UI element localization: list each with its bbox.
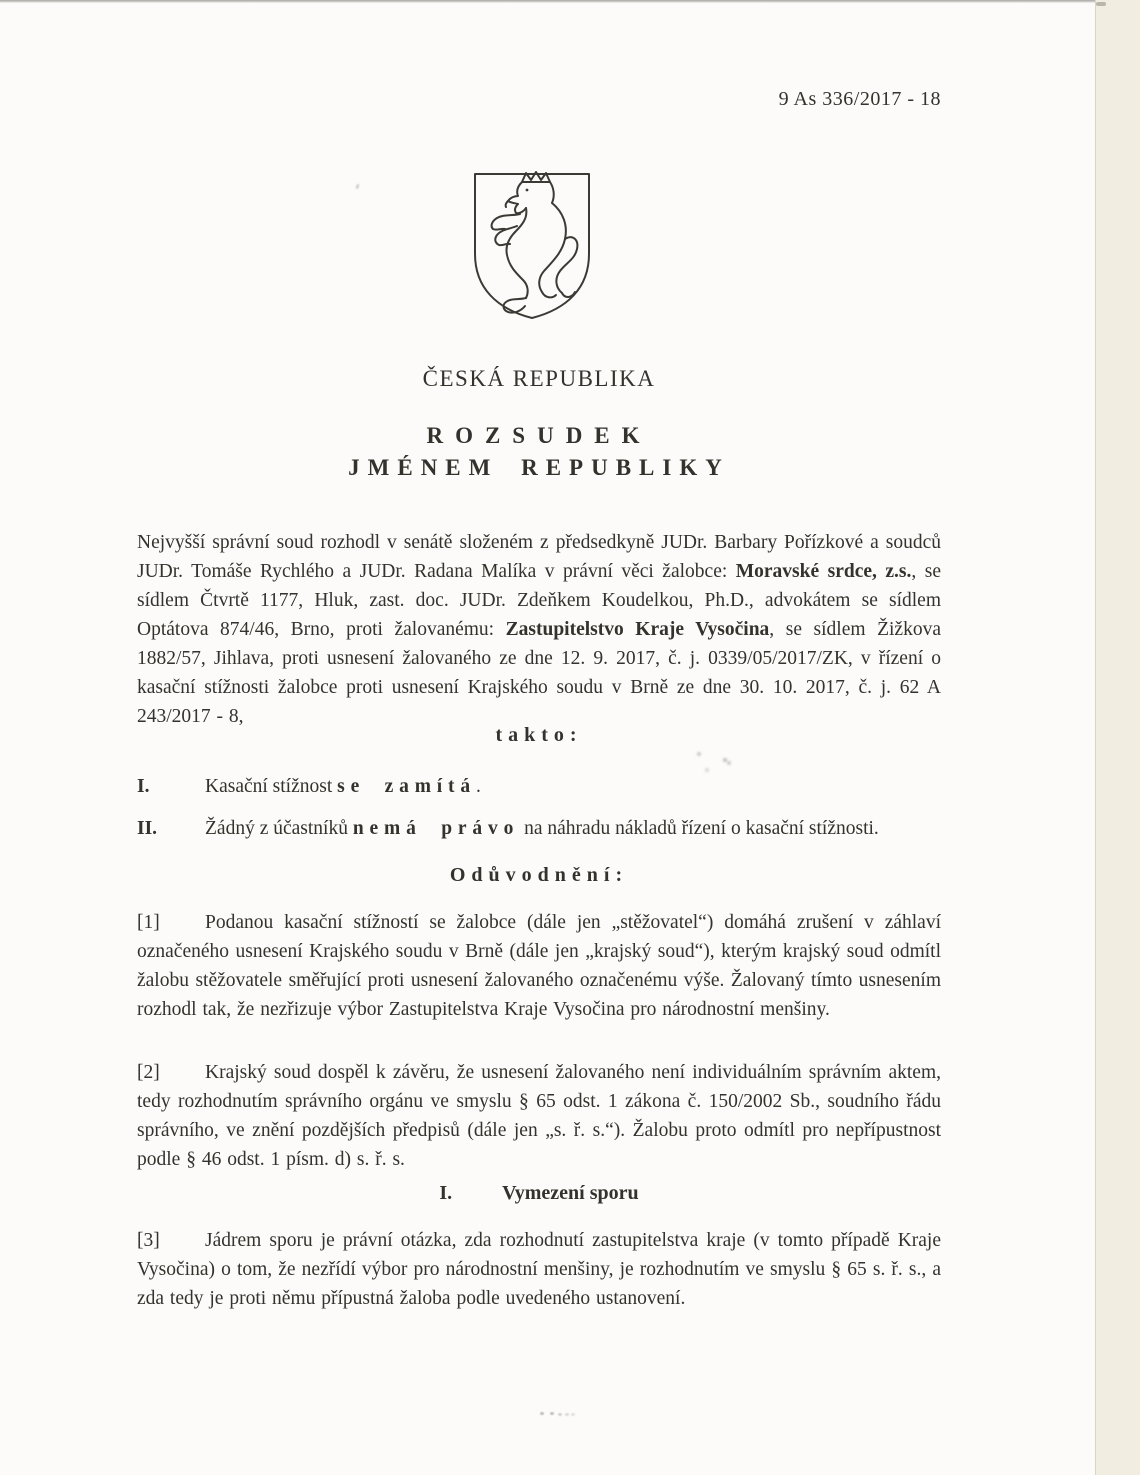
paragraph-1-number: [1] xyxy=(137,912,160,933)
scan-speck-artifact xyxy=(355,184,360,190)
verdict-item-1-number: I. xyxy=(137,776,150,797)
scanner-backing-strip xyxy=(1095,0,1140,1475)
scan-dots-artifact xyxy=(540,1412,544,1415)
reasoning-label: Odůvodnění: xyxy=(449,864,629,886)
intro-paragraph: Nejvyšší správní soud rozhodl v senátě složeném z předsedkyně JUDr. Barbary Pořízkové a soudců JUDr. Tomáše Rychlého a JUDr. Radana Malíka v právní věci žalobce: Moravské srdce, z.s., se sídlem Čtvrtě 1177, Hluk, zast. doc. JUDr. Zdeňkem Koudelkou, Ph.D., advokátem se sídlem Optátova 874/46, Brno, proti žalovanému: Zastupitelstvo Kraje Vysočina, se sídlem Žižkova 1882/57, Jihlava, proti usnesení žalovaného ze dne 12. 9. 2017, č. j. 0339/05/2017/ZK, v řízení o kasační stížnosti žalobce proti usnesení Krajského soudu v Brně ze dne 30. 10. 2017, č. j. 62 A 243/2017 - 8, xyxy=(137,532,941,727)
country-name: ČESKÁ REPUBLIKA xyxy=(422,366,656,391)
paragraph-3-number: [3] xyxy=(137,1230,160,1251)
scan-smudge-artifact xyxy=(697,752,701,756)
scan-corner-speck xyxy=(1096,2,1106,6)
reasoning-paragraph-3 xyxy=(137,1226,941,1313)
scan-top-edge xyxy=(0,0,1096,3)
paragraph-2-text: Krajský soud dospěl k závěru, že usnesení žalovaného není individuálním správním aktem, tedy rozhodnutím správního orgánu ve smyslu § 65 odst. 1 zákona č. 150/2002 Sb., soudního řádu správního, ve znění pozdějších předpisů (dále jen „s. ř. s.“). Žalobu proto odmítl pro nepřípustnost podle § 46 odst. 1 písm. d) s. ř. s. xyxy=(137,1062,941,1170)
czech-lion-icon xyxy=(470,170,594,322)
section-title: Vymezení sporu xyxy=(502,1182,639,1204)
paragraph-3-text: Jádrem sporu je právní otázka, zda rozhodnutí zastupitelstva kraje (v tomto případě Kraje Vysočina) o tom, že nezřídí výbor pro národnostní menšiny, je rozhodnutím ve smyslu § 65 s. ř. s., a zda tedy je proti němu přípustná žaloba podle uvedeného ustanovení. xyxy=(137,1230,941,1309)
verdict-item-1 xyxy=(137,772,941,801)
paragraph-2-number: [2] xyxy=(137,1062,160,1083)
verdict-item-2-text: Žádný z účastníků nemá právo na náhradu nákladů řízení o kasační stížnosti. xyxy=(205,818,879,839)
verdict-label: takto: xyxy=(495,724,583,746)
paragraph-1-text: Podanou kasační stížností se žalobce (dále jen „stěžovatel“) domáhá zrušení v záhlaví označeného usnesení Krajského soudu v Brně (dále jen „krajský soud“), kterým krajský soud odmítl žalobu stěžovatele směřující proti usnesení žalovaného označenému výše. Žalovaný tímto usnesením rozhodl tak, že nezřizuje výbor Zastupitelstva Kraje Vysočina pro národnostní menšiny. xyxy=(137,912,941,1020)
judgment-title xyxy=(137,420,941,484)
judgment-title-line2: JMÉNEM REPUBLIKY xyxy=(348,455,730,480)
verdict-item-2-number: II. xyxy=(137,818,158,839)
section-number: I. xyxy=(439,1182,453,1204)
section-heading xyxy=(137,1182,941,1205)
verdict-item-2 xyxy=(137,814,941,843)
case-number: 9 As 336/2017 - 18 xyxy=(778,88,941,110)
reasoning-paragraph-2 xyxy=(137,1058,941,1174)
coat-of-arms xyxy=(470,170,594,322)
judgment-title-line1: ROZSUDEK xyxy=(426,423,652,448)
verdict-item-1-text: Kasační stížnost se zamítá. xyxy=(205,776,481,797)
reasoning-paragraph-1 xyxy=(137,908,941,1024)
